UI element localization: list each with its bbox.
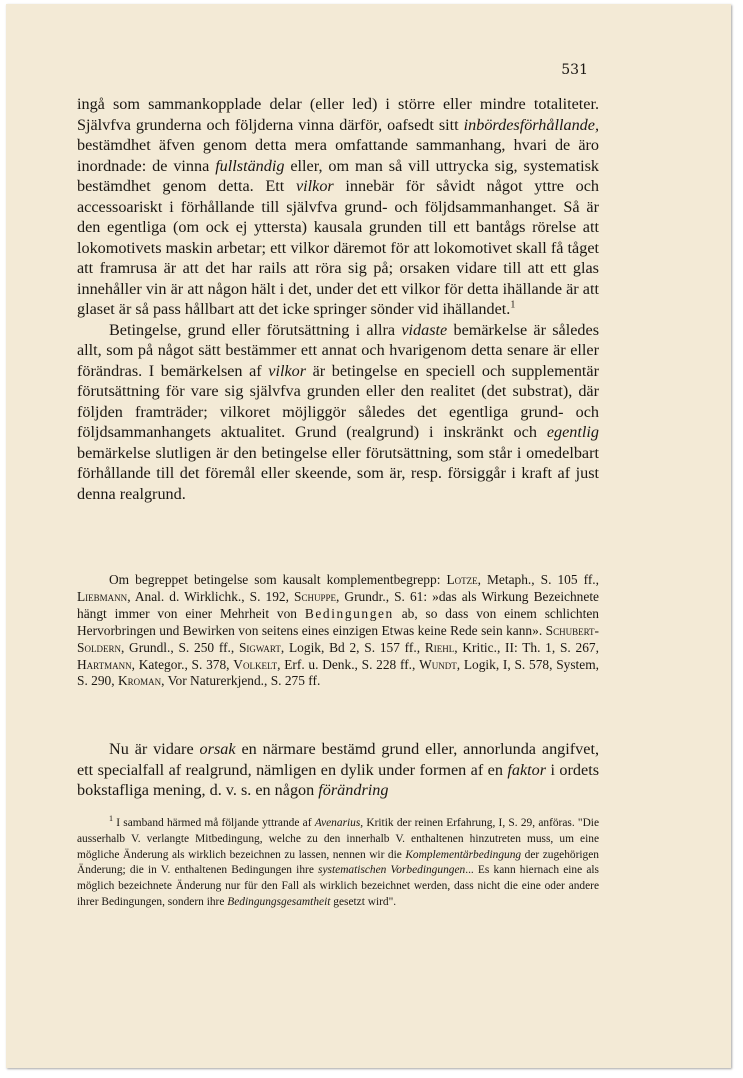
footnote-number: 1 [109, 814, 113, 824]
author-name: Volkelt [233, 656, 278, 672]
author-name: Kroman [117, 673, 162, 689]
author-name: Lotze [446, 572, 478, 587]
author-name: Schuppe [294, 588, 336, 604]
footnote: $^1$ I samband härmed må följande yttrande af Avenarius, Kritik der reinen Erfahrung, I, S. 29, anföras. "Die ausserhalb V. verlangte Mitbedingung, welche zu den innerhalb V. enthaltenen hinzutreten muss, um eine mögliche Änderung als wirklich bezeichnen zu lassen, nennen wir die Komplementärbedingung der zugehörigen Änderung; die in V. enthaltenen Bedingungen ihre systematischen Vorbedingungen... Es kann hiernach eine als möglich bezeichnete Änderung nur für den Fall als wirklich bezeichnet werden, dass nicht die eine oder andere ihrer Bedingungen, sondern ihre Bedingungsgesamtheit gesetzt wird". [77, 814, 600, 908]
author-name: Wundt [419, 656, 457, 672]
author-name: Schubert-Soldern [77, 622, 599, 655]
author-name: Hartmann [77, 656, 132, 672]
author-name: Riehl [424, 639, 455, 655]
main-text [77, 94, 599, 504]
book-page [6, 4, 731, 1068]
author-name: Sigwart [238, 639, 281, 655]
author-name: Liebmann [77, 588, 128, 604]
main-text-continued [77, 739, 599, 801]
paragraph-1: ingå som sammankopplade delar (eller led) i större eller mindre totaliteter. Självfva grunderna och följderna vinna därför, oafsedt sitt inbördesförhållande, bestämdhet äfven genom detta mera omfattande sammanhang, hvari de äro inordnade: de vinna fullständig eller, om man så vill uttrycka sig, systematisk bestämdhet genom detta. Ett vilkor innebär för såvidt något yttre och accessoariskt i förhållande till självfva grund- och följdsammanhanget. Så är den egentliga (om ock ej yttersta) kausala grunden till ett bantågs rörelse att lokomotivets maskin arbetar; ett vilkor däremot för att lokomotivet skall få tåget att framrusa är att det har rails att röra sig på; orsaken vidare till att ett glas innehåller vin är att någon hält i det, under det ett vilkor för detta ihällande är att glaset är så pass hållbart att det icke springer sönder vid ihällandet.$^1$ [77, 95, 599, 318]
page-number: 531 [561, 62, 588, 78]
footnote-ref: 1 [510, 299, 516, 311]
paragraph-3: Nu är vidare orsak en närmare bestämd grund eller, annorlunda angifvet, ett specialfall af realgrund, nämligen en dylik under formen af en faktor i ordets bokstafliga mening, d. v. s. en någon förändring [77, 740, 599, 799]
reference-note: Om begreppet betingelse som kausalt komplementbegrepp: Lotze, Metaph., S. 105 ff., Liebmann, Anal. d. Wirklichk., S. 192, Schuppe, Grundr., S. 61: »das als Wirkung Bezeichnete hängt immer von einer Mehrheit von Bedingungen ab, so dass von einem schlichten Hervorbringen und Bewirken von seitens eines einzigen Etwas keine Rede sein kann». Schubert-Soldern, Grundl., S. 250 ff., Sigwart, Logik, Bd 2, S. 157 ff., Riehl, Kritic., II: Th. 1, S. 267, Hartmann, Kategor., S. 378, Volkelt, Erf. u. Denk., S. 228 ff., Wundt, Logik, I, S. 578, System, S. 290, Kroman, Vor Naturerkjend., S. 275 ff. [77, 572, 599, 689]
paragraph-2: Betingelse, grund eller förutsättning i allra vidaste bemärkelse är således allt, som på något sätt bestämmer ett annat och hvarigenom detta senare är eller förändras. I bemärkelsen af vilkor är betingelse en speciell och supplementär förutsättning för vare sig självfva grunden eller den realitet (det substrat), där följden framträder; vilkoret möjliggör således det egentliga grund- och följdsammanhangets aktualitet. Grund (realgrund) i inskränkt och egentlig bemärkelse slutligen är den betingelse eller förutsättning, som står i omedelbart förhållande till det föremål eller skeende, som är, resp. försiggår i kraft af just denna realgrund. [77, 320, 600, 503]
